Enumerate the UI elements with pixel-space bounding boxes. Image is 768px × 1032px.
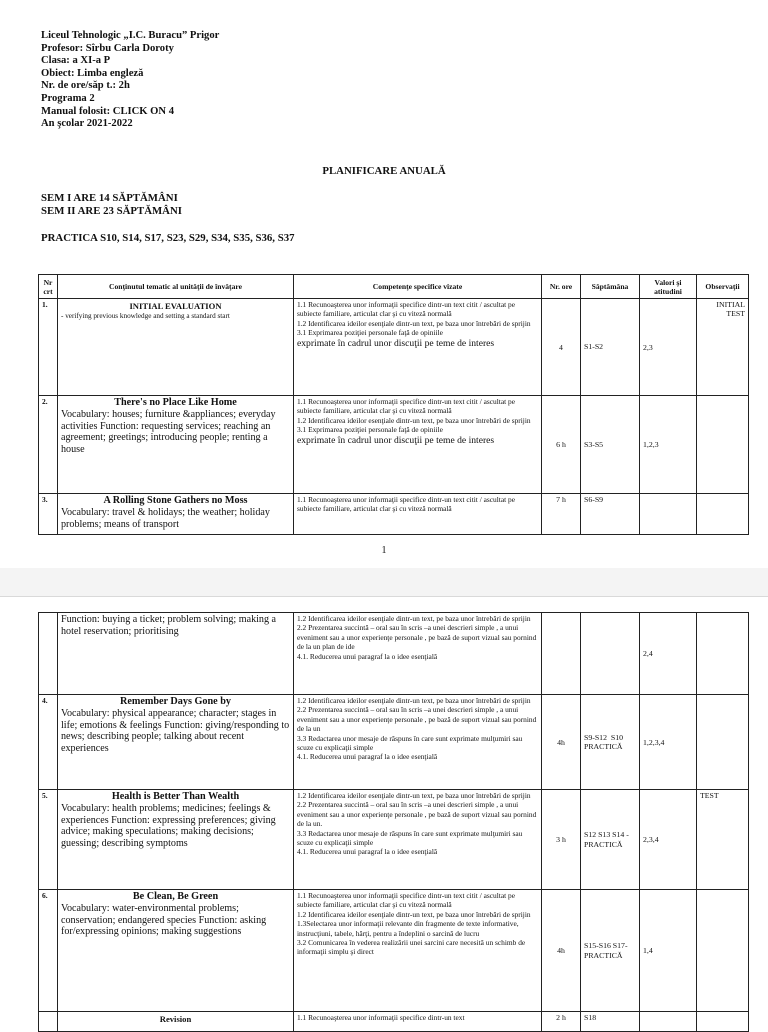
table-row [39,494,749,535]
unit-content [58,890,294,1012]
unit-description: - verifying previous knowledge and setting a standard start [61,312,230,320]
week-cell [581,613,640,695]
values-cell: 2,3,4 [640,790,697,890]
competency-item: 1.2 Identificarea ideilor esenţiale dintr-un text, pe baza unor întrebări de sprijin [297,415,531,425]
page-number: 1 [381,545,387,556]
competency-item: 3.2 Comunicarea în vederea realizării unei sarcini care necesită un schimb de informaţii simplu şi direct [297,938,526,957]
hours-cell: 4 [542,299,581,396]
competency-item: 1.1 Recunoaşterea unor informaţii specifice dintr-un text citit / ascultat pe subiecte familiare, articulat clar şi cu viteză normală [297,495,516,514]
competency-item: 4.1. Reducerea unui paragraf la o idee esenţială [297,847,438,857]
week-cell: S18 [581,1012,640,1032]
row-number: 4. [39,695,58,790]
competency-item: 1.3Selectarea unor informaţii relevante din fragmente de texte informative, instrucţiuni, tabele, hărţi, pentru a îndeplini o sarcină de lucru [297,919,519,938]
competency-item: 1.2 Identificarea ideilor esenţiale dintr-un text, pe baza unor întrebări de sprijin [297,909,531,919]
hours-cell [542,613,581,695]
unit-content [58,790,294,890]
unit-title: There's no Place Like Home [114,397,237,408]
notes-cell [697,890,749,1012]
competency-item: 2.2 Prezentarea succintă – oral sau în scris –a unei descrieri simple , a unui eveniment sau a unor experienţe personale , pe bază de suport vizual sau pornind de la un [297,705,537,734]
unit-description: Vocabulary: health problems; medicines; feelings & experiences Function: expressing preferences; giving advice; making speculations; making decisions; guessing; describing symptoms [61,803,276,849]
competency-item: 1.1 Recunoaşterea unor informaţii specifice dintr-un text citit / ascultat pe subiecte familiare, articulat clar şi cu viteză normală [297,397,516,416]
table-row [39,695,749,790]
notes-cell [697,613,749,695]
unit-title: Revision [159,1014,192,1024]
row-number [39,613,58,695]
values-cell: 1,2,3,4 [640,695,697,790]
page-gap [0,568,768,596]
unit-title: Be Clean, Be Green [132,891,219,902]
hours-cell: 4h [542,890,581,1012]
col-header-notes: Observaţii [697,275,749,299]
table-row [39,890,749,1012]
unit-content [58,1012,294,1032]
competency-item: 1.1 Recunoaşterea unor informaţii specifice dintr-un text [297,1013,465,1022]
competency-item: 2.2 Prezentarea succintă – oral sau în scris –a unei descrieri simple , a unui eveniment sau a unor experienţe personale , pe bază de suport vizual sau pornind de la un. [297,800,537,829]
values-cell [640,1012,697,1032]
competency-item: 4.1. Reducerea unui paragraf la o idee esenţială [297,651,438,661]
row-number: 1. [39,299,58,396]
competency-item: 3.3 Redactarea unor mesaje de răspuns în care sunt exprimate mulţumiri sau scuze cu explicaţii simple [297,828,523,848]
semester-1: SEM I ARE 14 SĂPTĂMÂNI [41,192,178,204]
values-cell: 2,4 [640,613,697,695]
competency-item: 3.1 Exprimarea poziţiei personale faţă de opiniile [297,425,443,435]
col-header-hours: Nr. ore [542,275,581,299]
row-number: 5. [39,790,58,890]
week-cell: S12 S13 S14 - PRACTICĂ [581,790,640,890]
notes-cell [697,494,749,535]
values-cell: 2,3 [640,299,697,396]
row-number [39,1012,58,1032]
table-row [39,299,749,396]
manual-name: Manual folosit: CLICK ON 4 [41,105,175,117]
program-name: Programa 2 [41,92,95,104]
planning-table-page-2 [38,612,749,1032]
semester-info [41,192,182,218]
subject-name: Obiect: Limba engleză [41,67,144,79]
table-row [39,613,749,695]
unit-description: Function: buying a ticket; problem solving; making a hotel reservation; prioritising [61,614,277,637]
competency-item: 1.2 Identificarea ideilor esenţiale dintr-un text, pe baza unor întrebări de sprijin [297,318,531,328]
competency-item: exprimate în cadrul unor discuţii pe teme de interes [297,337,495,349]
hours-per-week: Nr. de ore/săp t.: 2h [41,80,130,92]
notes-cell: INITIAL TEST [697,299,749,396]
notes-cell [697,695,749,790]
col-header-competencies: Competenţe specifice vizate [294,275,542,299]
competency-item: 3.3 Redactarea unor mesaje de răspuns în care sunt exprimate mulţumiri sau scuze cu explicaţii simple [297,733,523,753]
semester-2: SEM II ARE 23 SĂPTĂMÂNI [41,205,182,217]
unit-description: Vocabulary: houses; furniture &appliances; everyday activities Function: requesting services; reaching an agreement; greetings; introducing people; renting a house [61,409,276,455]
unit-description: Vocabulary: water-environmental problems; conservation; endangered species Function: asking for/expressing opinions; making suggestions [61,903,267,938]
unit-title: INITIAL EVALUATION [129,301,222,311]
notes-cell: TEST [697,790,749,890]
values-cell: 1,2,3 [640,396,697,494]
competency-item: 1.2 Identificarea ideilor esenţiale dintr-un text, pe baza unor întrebări de sprijin [297,614,531,623]
document-header [41,30,219,131]
school-name: Liceul Tehnologic „I.C. Buracu” Prigor [41,30,220,41]
unit-title: A Rolling Stone Gathers no Moss [103,495,248,506]
competencies-cell [294,790,542,890]
competencies-cell [294,613,542,695]
col-header-values: Valori şi atitudini [640,275,697,299]
competency-item: 1.1 Recunoaşterea unor informaţii specifice dintr-un text citit / ascultat pe subiecte familiare, articulat clar şi cu viteză normală [297,891,516,910]
unit-content [58,613,294,695]
week-cell: S1-S2 [581,299,640,396]
col-header-content: Conţinutul tematic al unităţii de învăţare [58,275,294,299]
notes-cell [697,396,749,494]
competency-item: 1.2 Identificarea ideilor esenţiale dintr-un text, pe baza unor întrebări de sprijin [297,791,531,800]
col-header-nr: Nr crt [39,275,58,299]
practica-weeks: PRACTICA S10, S14, S17, S23, S29, S34, S35, S36, S37 [41,232,295,244]
values-cell: 1,4 [640,890,697,1012]
row-number: 2. [39,396,58,494]
hours-cell: 6 h [542,396,581,494]
unit-description: Vocabulary: travel & holidays; the weather; holiday problems; means of transport [61,507,270,530]
competencies-cell [294,494,542,535]
unit-content [58,695,294,790]
unit-description: Vocabulary: physical appearance; character; stages in life; emotions & feelings Function: giving/responding to news; describing people; talking about recent experiences [61,708,290,754]
row-number: 6. [39,890,58,1012]
week-cell: S3-S5 [581,396,640,494]
hours-cell: 4h [542,695,581,790]
week-cell: S15-S16 S17- PRACTICĂ [581,890,640,1012]
table-header-row [39,275,749,299]
hours-cell: 3 h [542,790,581,890]
col-header-week: Săptămâna [581,275,640,299]
row-number: 3. [39,494,58,535]
notes-cell [697,1012,749,1032]
document-title: PLANIFICARE ANUALĂ [322,165,446,177]
competencies-cell [294,1012,542,1032]
table-row [39,396,749,494]
unit-content [58,299,294,396]
competencies-cell [294,396,542,494]
competency-item: 4.1. Reducerea unui paragraf la o idee esenţială [297,752,438,762]
unit-content [58,396,294,494]
table-row [39,790,749,890]
competency-item: 1.2 Identificarea ideilor esenţiale dintr-un text, pe baza unor întrebări de sprijin [297,696,531,705]
hours-cell: 7 h [542,494,581,535]
class-name: Clasa: a XI-a P [41,55,111,67]
unit-title: Remember Days Gone by [119,696,231,707]
values-cell [640,494,697,535]
hours-cell: 2 h [542,1012,581,1032]
competencies-cell [294,695,542,790]
table-row [39,1012,749,1032]
unit-content [58,494,294,535]
unit-title: Health is Better Than Wealth [111,791,240,802]
planning-table-page-1 [38,274,749,535]
competency-item: 1.1 Recunoaşterea unor informaţii specifice dintr-un text citit / ascultat pe subiecte familiare, articulat clar şi cu viteză normală [297,300,516,319]
competency-item: 3.1 Exprimarea poziţiei personale faţă de opiniile [297,328,443,338]
week-cell: S6-S9 [581,494,640,535]
competency-item: 2.2 Prezentarea succintă – oral sau în scris –a unei descrieri simple , a unui eveniment sau a unor experienţe personale , pe bază de suport vizual sau pornind de la un plan de ide [297,623,537,652]
competencies-cell [294,299,542,396]
school-year: An şcolar 2021-2022 [41,118,133,130]
teacher-name: Profesor: Sîrbu Carla Doroty [41,42,174,54]
week-cell: S9-S12 S10 PRACTICĂ [581,695,640,790]
competency-item: exprimate în cadrul unor discuţii pe teme de interes [297,434,495,446]
competencies-cell [294,890,542,1012]
